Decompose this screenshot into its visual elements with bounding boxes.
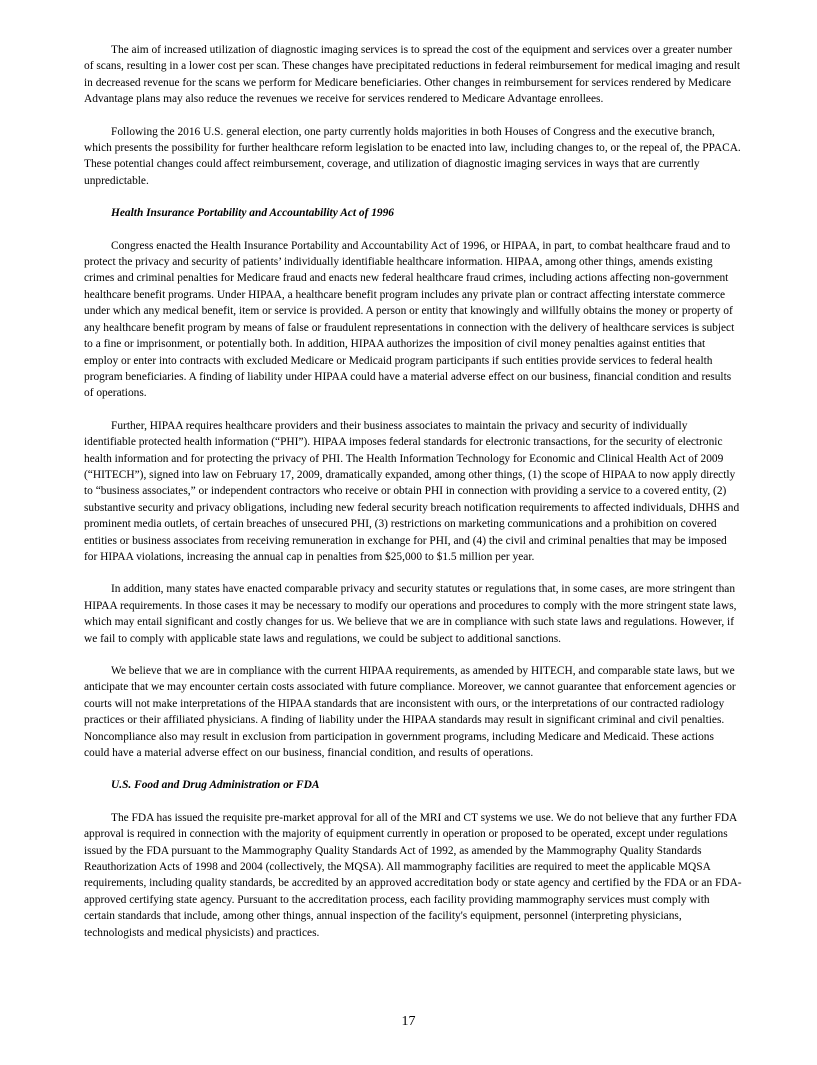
document-page (84, 42, 742, 941)
paragraph-hipaa-states: In addition, many states have enacted comparable privacy and security statutes or regulations that, in some cases, are more stringent than HIPAA requirements. In those cases it may be necessary to modify our operations and procedures to comply with the more stringent state laws, which may entail significant and costly changes for us. We believe that we are in compliance with such state laws and regulations. However, if we fail to comply with applicable state laws and regulations, we could be subject to additional sanctions. (84, 583, 737, 645)
page-number: 17 (401, 1014, 416, 1029)
paragraph-utilization: The aim of increased utilization of diagnostic imaging services is to spread the cost of the equipment and services over a greater number of scans, resulting in a lower cost per scan. These changes have precipitated reductions in federal reimbursement for medical imaging and result in decreased revenue for the scans we perform for Medicare beneficiaries. Other changes in reimbursement for services rendered by Medicare Advantage plans may also reduce the revenues we receive for services rendered to Medicare Advantage enrollees. (84, 44, 741, 106)
paragraph-election: Following the 2016 U.S. general election, one party currently holds majorities in both Houses of Congress and the executive branch, which presents the possibility for further healthcare reform legislation to be enacted into law, including changes to, or the repeal of, the PPACA. These potential changes could affect reimbursement, coverage, and utilization of diagnostic imaging services in ways that are currently unpredictable. (84, 125, 741, 187)
paragraph-hipaa-compliance: We believe that we are in compliance with the current HIPAA requirements, as amended by HITECH, and comparable state laws, but we anticipate that we may encounter certain costs associated with future compliance. Moreover, we cannot guarantee that enforcement agencies or courts will not make interpretations of the HIPAA standards that are inconsistent with ours, or the interpretations of our contracted radiology practices or their affiliated physicians. A finding of liability under the HIPAA standards may result in significant criminal and civil penalties. Noncompliance also may result in exclusion from participation in government programs, including Medicare and Medicaid. These actions could have a material adverse effect on our business, financial condition, and results of operations. (84, 665, 736, 760)
paragraph-hipaa-phi: Further, HIPAA requires healthcare providers and their business associates to maintain the privacy and security of individually identifiable protected health information (“PHI”). HIPAA imposes federal standards for electronic transactions, for the security of electronic health information and for protecting the privacy of PHI. The Health Information Technology for Economic and Clinical Health Act of 2009 (“HITECH”), signed into law on February 17, 2009, dramatically expanded, among other things, (1) the scope of HIPAA to now apply directly to “business associates,” or independent contractors who receive or obtain PHI in connection with providing a service to a covered entity, (2) substantive security and privacy obligations, including new federal security breach notification requirements to affected individuals, DHHS and prominent media outlets, of certain breaches of unsecured PHI, (3) restrictions on marketing communications and a prohibition on covered entities or business associates from receiving remuneration in exchange for PHI, and (4) the civil and criminal penalties that may be imposed for HIPAA violations, increasing the annual cap in penalties from $25,000 to $1.5 million per year. (84, 419, 740, 563)
paragraph-fda-approval: The FDA has issued the requisite pre-market approval for all of the MRI and CT systems we use. We do not believe that any further FDA approval is required in connection with the majority of equipment currently in operation or proposed to be operated, except under regulations issued by the FDA pursuant to the Mammography Quality Standards Act of 1992, as amended by the Mammography Quality Standards Reauthorization Acts of 1998 and 2004 (collectively, the MQSA). All mammography facilities are required to meet the applicable MQSA requirements, including quality standards, be accredited by an approved accreditation body or state agency and certified by the FDA or an FDA-approved certifying state agency. Pursuant to the accreditation process, each facility providing mammography services must comply with certain standards that include, among other things, annual inspection of the facility's equipment, personnel (interpreting physicians, technologists and medical physicists) and practices. (84, 811, 742, 939)
heading-hipaa: Health Insurance Portability and Accountability Act of 1996 (111, 207, 394, 220)
paragraph-hipaa-congress: Congress enacted the Health Insurance Portability and Accountability Act of 1996, or HIPAA, in part, to combat healthcare fraud and to protect the privacy and security of patients’ individually identifiable healthcare information. HIPAA, among other things, amends existing crimes and criminal penalties for Medicare fraud and enacts new federal healthcare fraud crimes, including actions affecting non-government healthcare benefit programs. Under HIPAA, a healthcare benefit program includes any private plan or contract affecting interstate commerce under which any medical benefit, item or service is provided. A person or entity that knowingly and willfully obtains the money or property of any healthcare benefit program by means of false or fraudulent representations in connection with the delivery of healthcare services is subject to a fine or imprisonment, or potentially both. In addition, HIPAA authorizes the imposition of civil money penalties against entities that employ or enter into contracts with excluded Medicare or Medicaid program participants if such entities provide services to federal health program beneficiaries. A finding of liability under HIPAA could have a material adverse effect on our business, financial condition and results of operations. (84, 239, 735, 400)
heading-fda: U.S. Food and Drug Administration or FDA (111, 779, 320, 792)
